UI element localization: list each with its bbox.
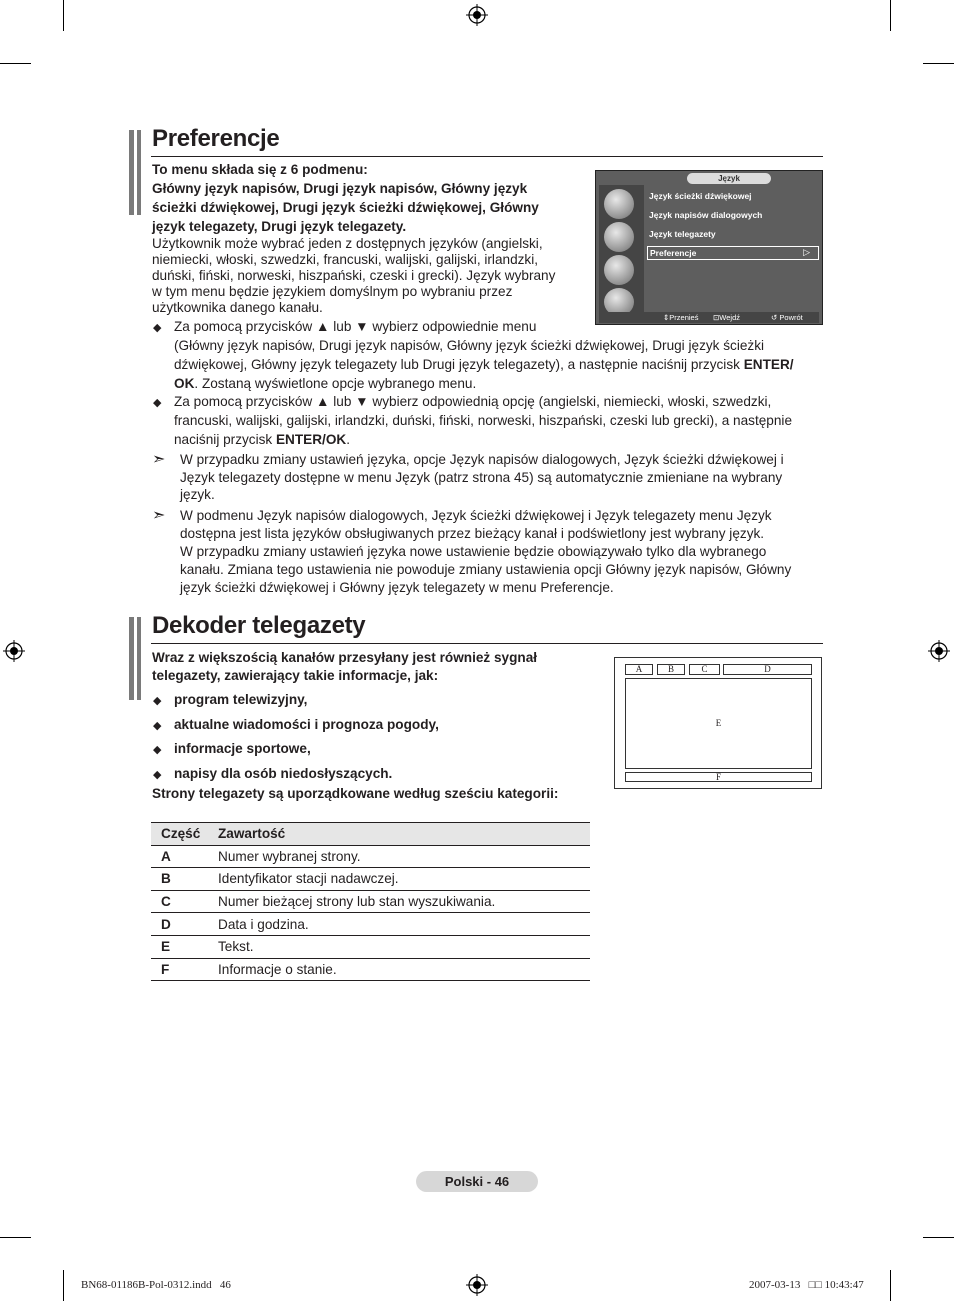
page-number-badge: Polski - 46 xyxy=(416,1171,538,1192)
note-line: Język telegazety dostępne w menu Język (patrz strona 45) są automatycznie zmieniane na wybrany xyxy=(180,470,783,485)
intro-bold-line: To menu składa się z 6 podmenu: xyxy=(152,162,368,177)
section-bar xyxy=(129,130,134,215)
submenu-arrow-icon: ▷ xyxy=(803,247,810,257)
section-bar xyxy=(137,130,141,215)
section-rule xyxy=(151,643,823,644)
crop-mark xyxy=(0,63,31,64)
step-key: ENTER/ xyxy=(743,357,794,372)
intro-line: niemiecki, włoski, szwedzki, francuski, walijski, galijski, irlandzki, xyxy=(152,252,539,267)
column-header: Zawartość xyxy=(208,823,590,846)
table-cell: Numer wybranej strony. xyxy=(208,845,590,868)
enter-hint xyxy=(713,313,740,322)
registration-mark-icon xyxy=(928,640,950,662)
table-row xyxy=(151,913,590,936)
region-f: F xyxy=(625,772,812,782)
table-row xyxy=(151,845,590,868)
diamond-bullet-icon: ◆ xyxy=(153,397,162,409)
back-label: Powrót xyxy=(779,313,803,322)
intro-bold-line: język telegazety, Drugi język telegazety. xyxy=(152,219,407,234)
sound-menu-icon xyxy=(604,222,634,252)
table-cell: Identyfikator stacji nadawczej. xyxy=(208,868,590,891)
table-header-row xyxy=(151,823,590,846)
step-line xyxy=(174,432,350,449)
enter-icon: ⊡ xyxy=(713,313,720,322)
diamond-bullet-icon: ◆ xyxy=(153,744,162,756)
intro-line: Użytkownik może wybrać jeden z dostępnych języków (angielski, xyxy=(152,236,543,251)
picture-menu-icon xyxy=(604,189,634,219)
diamond-bullet-icon: ◆ xyxy=(153,322,162,334)
crop-mark xyxy=(923,63,954,64)
table-cell: C xyxy=(151,890,208,913)
menu-item-selected[interactable] xyxy=(647,246,819,260)
registration-mark-icon xyxy=(466,4,488,26)
list-item: aktualne wiadomości i prognoza pogody, xyxy=(174,717,439,732)
note-line: język ścieżki dźwiękowej i Główny język telegazety w menu Preferencje. xyxy=(180,580,614,595)
table-row xyxy=(151,890,590,913)
step-line xyxy=(174,376,476,393)
section-rule xyxy=(151,156,823,157)
column-header: Część xyxy=(151,823,208,846)
step-line: Za pomocą przycisków ▲ lub ▼ wybierz odpowiednią opcję (angielski, niemiecki, włoski, szwedzki, xyxy=(174,394,772,409)
return-icon: ↺ xyxy=(771,313,778,322)
region-b: B xyxy=(657,664,685,675)
table-row xyxy=(151,935,590,958)
list-item: napisy dla osób niedosłyszących. xyxy=(174,766,393,781)
menu-item-label: Preferencje xyxy=(650,248,697,258)
menu-item[interactable]: Język napisów dialogowych xyxy=(649,210,763,220)
crop-mark xyxy=(63,1270,64,1301)
note-line: kanału. Zmiana tego ustawienia nie powoduje zmiany ustawienia opcji Główny język napisów, Główny xyxy=(180,562,792,577)
registration-mark-icon xyxy=(3,640,25,662)
crop-mark xyxy=(923,1237,954,1238)
table-cell: Data i godzina. xyxy=(208,913,590,936)
table-cell: D xyxy=(151,913,208,936)
note-line: dostępna jest lista języków obsługiwanych przez bieżący kanał i podświetlony jest wybrany język. xyxy=(180,526,765,541)
diamond-bullet-icon: ◆ xyxy=(153,769,162,781)
list-item: program telewizyjny, xyxy=(174,692,308,707)
table-row xyxy=(151,868,590,891)
list-item: informacje sportowe, xyxy=(174,741,311,756)
region-d: D xyxy=(723,664,812,675)
table-cell: Informacje o stanie. xyxy=(208,958,590,981)
step-line: (Główny język napisów, Drugi język napisów, Główny język ścieżki dźwiękowej, Drugi język ścieżki xyxy=(174,338,765,353)
note-line: W przypadku zmiany ustawień języka, opcje Język napisów dialogowych, Język ścieżki dźwiękowej i xyxy=(180,452,784,467)
back-hint xyxy=(771,313,803,322)
print-date-info: 2007-03-13 □□ 10:43:47 xyxy=(749,1279,864,1291)
intro-line: duński, fiński, norweski, hiszpański, czeski i grecki). Język wybrany xyxy=(152,268,556,283)
menu-item[interactable]: Język telegazety xyxy=(649,229,716,239)
setup-menu-icon xyxy=(604,255,634,285)
crop-mark xyxy=(890,0,891,31)
section-bar xyxy=(129,617,134,700)
intro-bold-line: ścieżki dźwiękowej, Drugi język ścieżki dźwiękowej, Główny xyxy=(152,200,539,215)
step-text: . Zostaną wyświetlone opcje wybranego menu. xyxy=(194,376,477,391)
step-line xyxy=(174,357,794,374)
diamond-bullet-icon: ◆ xyxy=(153,720,162,732)
section-bar xyxy=(137,617,141,700)
section-title: Preferencje xyxy=(152,125,280,152)
region-e xyxy=(625,678,812,769)
note-arrow-icon: ➣ xyxy=(152,507,166,524)
section-title: Dekoder telegazety xyxy=(152,612,366,639)
step-key: OK xyxy=(174,376,195,391)
crop-mark xyxy=(890,1270,891,1301)
note-arrow-icon: ➣ xyxy=(152,451,166,468)
note-line: W podmenu Język napisów dialogowych, Język ścieżki dźwiękowej i Język telegazety menu Język xyxy=(180,508,772,523)
menu-header: Język xyxy=(687,173,771,184)
intro-bold-line: Główny język napisów, Drugi język napisów, Główny język xyxy=(152,181,528,196)
teletext-parts-table xyxy=(151,822,590,981)
step-text: naciśnij przycisk xyxy=(174,432,276,447)
step-line: Za pomocą przycisków ▲ lub ▼ wybierz odpowiednie menu xyxy=(174,319,537,334)
language-menu-screenshot xyxy=(595,170,823,325)
region-e-label: E xyxy=(715,718,722,728)
intro-bold-line: telegazety, zawierający takie informacje, jak: xyxy=(152,668,439,683)
region-c: C xyxy=(689,664,720,675)
crop-mark xyxy=(63,0,64,31)
intro-line: użytkownika danego kanału. xyxy=(152,300,323,315)
teletext-layout-diagram xyxy=(614,657,822,789)
move-hint xyxy=(663,313,698,322)
step-key: ENTER/OK xyxy=(275,432,347,447)
move-label: Przenieś xyxy=(669,313,699,322)
step-text: dźwiękowej, Główny język telegazety lub Drugi język telegazety), a następnie naciśnij przycisk xyxy=(174,357,744,372)
region-a: A xyxy=(625,664,653,675)
step-text: . xyxy=(346,432,351,447)
table-cell: F xyxy=(151,958,208,981)
table-cell: E xyxy=(151,935,208,958)
enter-label: Wejdź xyxy=(719,313,740,322)
registration-mark-icon xyxy=(466,1274,488,1296)
updown-icon: ⇕ xyxy=(663,313,670,322)
table-row xyxy=(151,958,590,981)
table-cell: B xyxy=(151,868,208,891)
intro-line: w tym menu będzie językiem domyślnym po wybraniu przez xyxy=(152,284,513,299)
crop-mark xyxy=(0,1237,31,1238)
table-cell: Numer bieżącej strony lub stan wyszukiwania. xyxy=(208,890,590,913)
menu-item[interactable]: Język ścieżki dźwiękowej xyxy=(649,191,752,201)
table-cell: A xyxy=(151,845,208,868)
note-line: W przypadku zmiany ustawień języka nowe ustawienie będzie obowiązywało tylko dla wybranego xyxy=(180,544,767,559)
table-cell: Tekst. xyxy=(208,935,590,958)
diamond-bullet-icon: ◆ xyxy=(153,695,162,707)
intro-bold-line: Wraz z większością kanałów przesyłany jest również sygnał xyxy=(152,650,538,665)
categories-intro: Strony telegazety są uporządkowane według sześciu kategorii: xyxy=(152,786,559,801)
print-file-info: BN68-01186B-Pol-0312.indd 46 xyxy=(81,1279,231,1291)
step-line: francuski, walijski, galijski, irlandzki, duński, fiński, norweski, hiszpański, czeski lub grecki), a następnie xyxy=(174,413,792,428)
note-line: język. xyxy=(180,487,215,502)
